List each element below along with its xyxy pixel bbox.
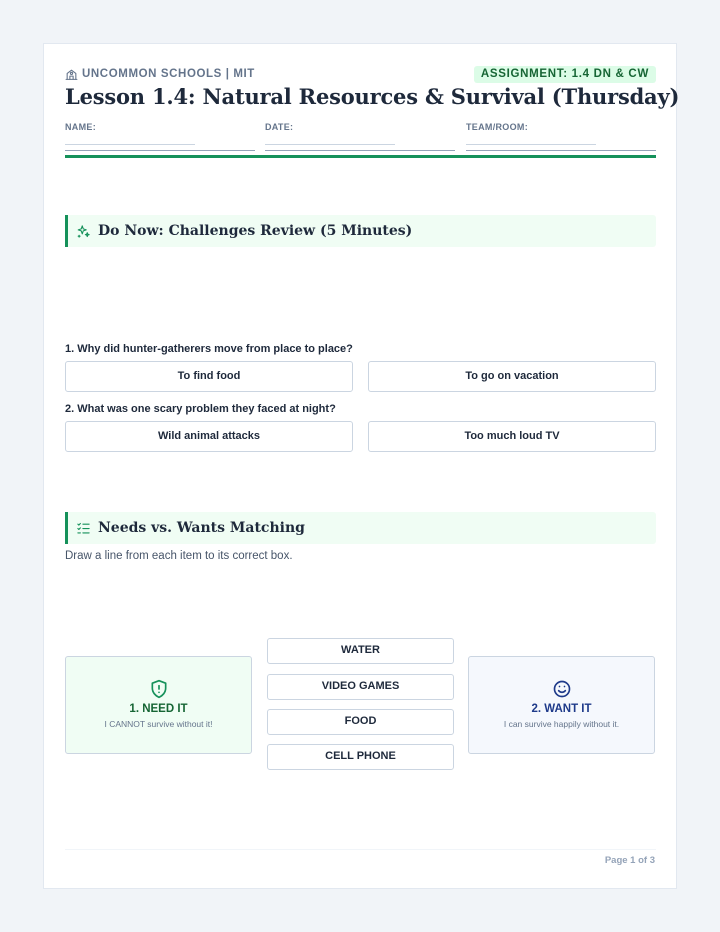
need-it-title: 1. NEED IT bbox=[129, 703, 188, 715]
worksheet-page bbox=[43, 43, 680, 889]
sparkles-icon bbox=[76, 224, 91, 239]
q2-option-b[interactable]: Too much loud TV bbox=[368, 421, 656, 452]
need-it-box[interactable] bbox=[65, 656, 252, 754]
header-bar bbox=[65, 66, 656, 82]
school-label: UNCOMMON SCHOOLS | MIT bbox=[82, 68, 255, 80]
student-info-fields bbox=[65, 122, 656, 152]
date-label: DATE: bbox=[265, 122, 294, 132]
matching-header bbox=[65, 512, 656, 544]
team-room-underline bbox=[466, 150, 656, 151]
date-field[interactable] bbox=[265, 122, 455, 152]
team-room-line bbox=[466, 144, 596, 145]
shield-alert-icon bbox=[149, 679, 169, 699]
do-now-title: Do Now: Challenges Review (5 Minutes) bbox=[98, 223, 413, 239]
match-item-video-games[interactable]: VIDEO GAMES bbox=[267, 674, 454, 700]
checklist-icon bbox=[76, 521, 91, 536]
need-it-subtitle: I CANNOT survive without it! bbox=[104, 719, 213, 729]
team-room-field[interactable] bbox=[466, 122, 656, 152]
name-field[interactable] bbox=[65, 122, 255, 152]
date-underline bbox=[265, 150, 455, 151]
page-title: Lesson 1.4: Natural Resources & Survival (Thursday) bbox=[65, 84, 680, 109]
page-number: Page 1 of 3 bbox=[604, 855, 655, 866]
q1-option-b[interactable]: To go on vacation bbox=[368, 361, 656, 392]
do-now-header bbox=[65, 215, 656, 247]
header-divider bbox=[65, 155, 656, 158]
want-it-box[interactable] bbox=[468, 656, 655, 754]
matching-title: Needs vs. Wants Matching bbox=[98, 520, 305, 536]
q2-option-a[interactable]: Wild animal attacks bbox=[65, 421, 353, 452]
question-2: 2. What was one scary problem they faced at night? bbox=[65, 403, 336, 415]
match-item-water[interactable]: WATER bbox=[267, 638, 454, 664]
assignment-badge: ASSIGNMENT: 1.4 DN & CW bbox=[474, 66, 656, 83]
match-item-food[interactable]: FOOD bbox=[267, 709, 454, 735]
question-1: 1. Why did hunter-gatherers move from place to place? bbox=[65, 343, 353, 355]
name-underline bbox=[65, 150, 255, 151]
school-name bbox=[65, 66, 255, 82]
q1-option-a[interactable]: To find food bbox=[65, 361, 353, 392]
want-it-title: 2. WANT IT bbox=[531, 703, 592, 715]
footer-divider bbox=[65, 849, 656, 850]
name-label: NAME: bbox=[65, 122, 96, 132]
team-room-label: TEAM/ROOM: bbox=[466, 122, 528, 132]
school-building-icon bbox=[65, 68, 78, 81]
want-it-subtitle: I can survive happily without it. bbox=[503, 719, 620, 729]
date-line bbox=[265, 144, 395, 145]
match-item-cell-phone[interactable]: CELL PHONE bbox=[267, 744, 454, 770]
matching-instructions: Draw a line from each item to its correct box. bbox=[65, 550, 293, 562]
name-line bbox=[65, 144, 195, 145]
smile-icon bbox=[552, 679, 572, 699]
